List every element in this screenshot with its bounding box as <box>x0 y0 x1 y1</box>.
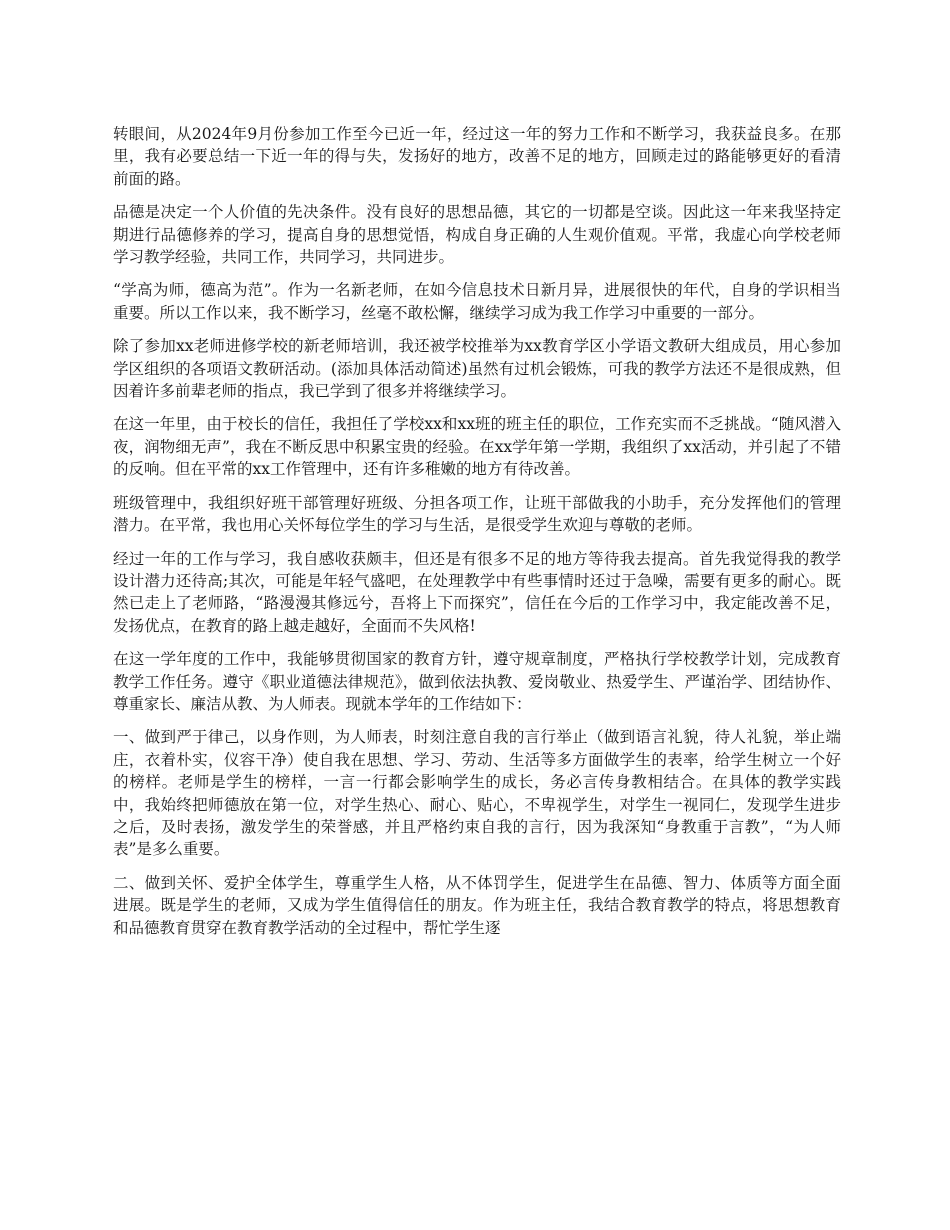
paragraph-intro: 转眼间，从2024年9月份参加工作至今已近一年，经过这一年的努力工作和不断学习，我获益良多。在那里，我有必要总结一下近一年的得与失，发扬好的地方，改善不足的地方，回顾走过的路能够更好的看清前面的路。 <box>113 125 841 188</box>
paragraph-morality: 品德是决定一个人价值的先决条件。没有良好的思想品德，其它的一切都是空谈。因此这一年来我坚持定期进行品德修养的学习，提高自身的思想觉悟，构成自身正确的人生观价值观。平常，我虚心向学校老师学习教学经验，共同工作，共同学习，共同进步。 <box>113 203 841 267</box>
paragraph-learning: “学高为师，德高为范”。作为一名新老师，在如今信息技术日新月异，进展很快的年代，自身的学识相当重要。所以工作以来，我不断学习，丝毫不敢松懈，继续学习成为我工作学习中重要的一部分。 <box>113 281 841 322</box>
paragraph-reflection: 经过一年的工作与学习，我自感收获颇丰，但还是有很多不足的地方等待我去提高。首先我觉得我的教学设计潜力还待高;其次，可能是年轻气盛吧，在处理教学中有些事情时还过于急噪，需要有更多的耐心。既然已走上了老师路，“路漫漫其修远兮，吾将上下而探究”，信任在今后的工作学习中，我定能改善不足，发扬优点，在教育的路上越走越好，全面而不失风格! <box>113 549 841 635</box>
paragraph-training: 除了参加xx老师进修学校的新老师培训，我还被学校推举为xx教育学区小学语文教研大组成员，用心参加学区组织的各项语文教研活动。(添加具体活动简述)虽然有过机会锻炼，可我的教学方法还不是很成熟，但因着许多前辈老师的指点，我已学到了很多并将继续学习。 <box>113 337 841 401</box>
paragraph-class-management: 班级管理中，我组织好班干部管理好班级、分担各项工作，让班干部做我的小助手，充分发挥他们的管理潜力。在平常，我也用心关怀每位学生的学习与生活，是很受学生欢迎与尊敬的老师。 <box>113 493 841 535</box>
paragraph-annual-summary: 在这一学年度的工作中，我能够贯彻国家的教育方针，遵守规章制度，严格执行学校教学计划，完成教育教学工作任务。遵守《职业道德法律规范》，做到依法执教、爱岗敬业、热爱学生、严谨治学、团结协作、尊重家长、廉洁从教、为人师表。现就本学年的工作结如下： <box>113 650 841 713</box>
paragraph-point-two: 二、做到关怀、爱护全体学生，尊重学生人格，从不体罚学生，促进学生在品德、智力、体质等方面全面进展。既是学生的老师，又成为学生值得信任的朋友。作为班主任，我结合教育教学的特点，将思想教育和品德教育贯穿在教育教学活动的全过程中，帮忙学生逐 <box>113 873 841 937</box>
document-page <box>113 123 841 950</box>
paragraph-head-teacher: 在这一年里，由于校长的信任，我担任了学校xx和xx班的班主任的职位，工作充实而不乏挑战。“随风潜入夜，润物细无声”，我在不断反思中积累宝贵的经验。在xx学年第一学期，我组织了xx活动，并引起了不错的反响。但在平常的xx工作管理中，还有许多稚嫩的地方有待改善。 <box>113 415 841 479</box>
paragraph-point-one: 一、做到严于律己，以身作则，为人师表，时刻注意自我的言行举止（做到语言礼貌，待人礼貌，举止端庄，衣着朴实，仪容干净）使自我在思想、学习、劳动、生活等多方面做学生的表率，给学生树立一个好的榜样。老师是学生的榜样，一言一行都会影响学生的成长，务必言传身教相结合。在具体的教学实践中，我始终把师德放在第一位，对学生热心、耐心、贴心，不卑视学生，对学生一视同仁，发现学生进步之后，及时表扬，激发学生的荣誉感，并且严格约束自我的言行，因为我深知“身教重于言教”，“为人师表”是多么重要。 <box>113 728 841 859</box>
